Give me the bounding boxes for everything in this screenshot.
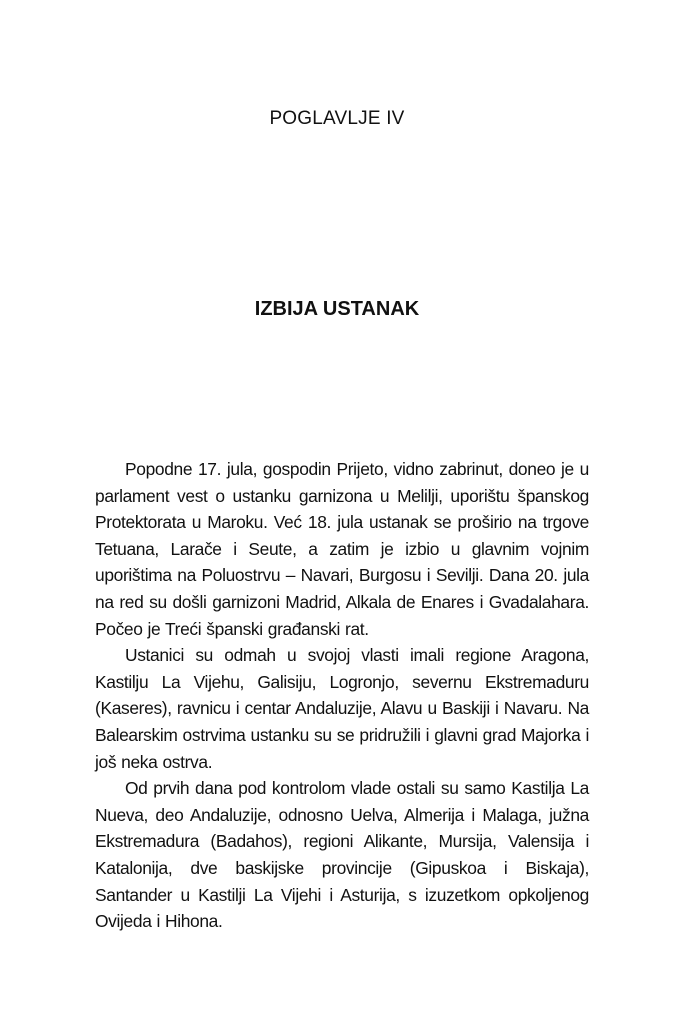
paragraph: Popodne 17. jula, gospodin Prijeto, vidno zabrinut, doneo je u parlament vest o ustanku garnizona u Melilji, uporištu španskog Protektorata u Maroku. Već 18. jula ustanak se proširio na trgove Tetuana, Larače i Seute, a zatim je izbio u glavnim vojnim uporištima na Poluostrvu – Navari, Burgosu i Sevilji. Dana 20. jula na red su došli garnizoni Madrid, Alkala de Enares i Gvadalahara. Počeo je Treći španski građanski rat. bbox=[95, 459, 589, 639]
chapter-label: POGLAVLJE IV bbox=[269, 108, 405, 129]
chapter-title: IZBIJA USTANAK bbox=[254, 298, 420, 320]
body-text bbox=[95, 456, 589, 935]
paragraph: Ustanici su odmah u svojoj vlasti imali regione Aragona, Kastilju La Vijehu, Galisiju, Logronjo, severnu Ekstremaduru (Kaseres), ravnicu i centar Andaluzije, Alavu u Baskiji i Navaru. Na Balearskim ostrvima ustanku su se pridružili i glavni grad Majorka i još neka ostrva. bbox=[95, 645, 589, 772]
paragraph: Od prvih dana pod kontrolom vlade ostali su samo Kastilja La Nueva, deo Andaluzije, odnosno Uelva, Almerija i Malaga, južna Ekstremadura (Badahos), regioni Alikante, Mursija, Valensija i Katalonija, dve baskijske provincije (Gipuskoa i Biskaja), Santander u Kastilji La Vijehi i Asturija, s izuzetkom opkoljenog Ovijeda i Hihona. bbox=[95, 778, 589, 932]
